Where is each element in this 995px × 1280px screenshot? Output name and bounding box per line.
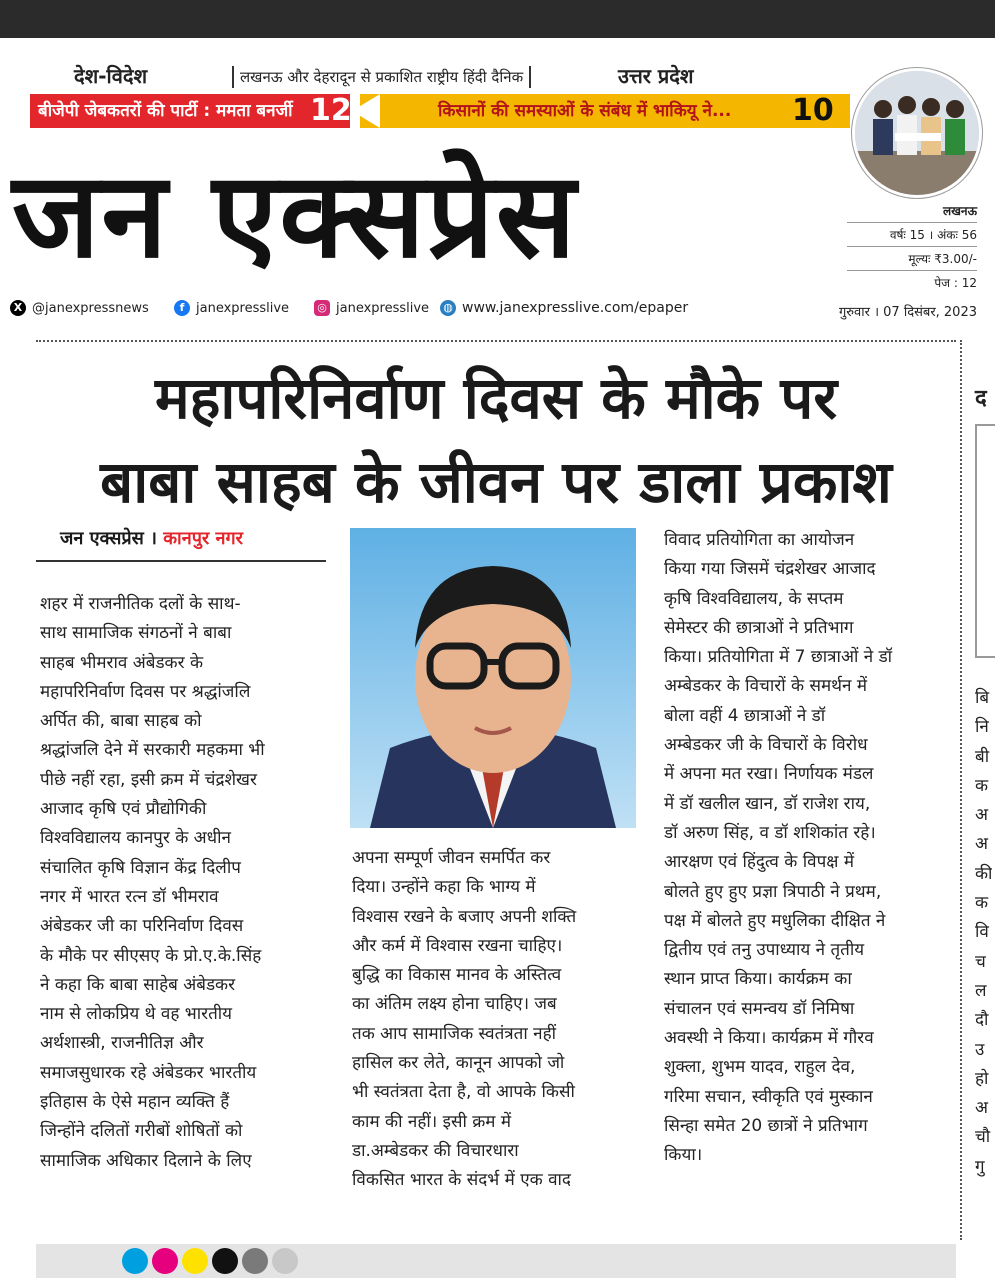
text-line: अपना सम्पूर्ण जीवन समर्पित कर (352, 848, 551, 868)
text-line: ने कहा कि बाबा साहेब अंबेडकर (40, 974, 236, 995)
text-line: और कर्म में विश्वास रखना चाहिए। (352, 935, 563, 956)
text-line: हासिल कर लेते, कानून आपको जो (352, 1053, 565, 1074)
text-line: अंबेडकर जी का परिनिर्वाण दिवस (40, 916, 244, 937)
facebook-icon: f (174, 300, 190, 316)
twitter-x-icon: X (10, 300, 26, 316)
top-dark-bar (0, 0, 995, 38)
teaser-right-page: 10 (792, 93, 834, 128)
text-line: बि (975, 688, 990, 708)
text-line: च (975, 951, 986, 972)
facebook-handle: janexpresslive (196, 300, 290, 316)
text-line: नि (975, 717, 989, 738)
text-line: नगर में भारत रत्न डॉ भीमराव (40, 886, 219, 907)
text-line: सिन्हा समेत 20 छात्रों ने प्रतिभाग (664, 1115, 868, 1136)
price: मूल्यः ₹3.00/- (847, 246, 977, 267)
side-story-box (975, 424, 995, 658)
column-divider (960, 340, 962, 1240)
text-line: विवाद प्रतियोगिता का आयोजन (664, 530, 855, 550)
text-line: जिन्होंने दलितों गरीबों शोषितों को (40, 1121, 243, 1142)
text-line: अवस्थी ने किया। कार्यक्रम में गौरव (664, 1028, 874, 1049)
text-line: अर्पित की, बाबा साहब को (40, 711, 202, 732)
text-line: पक्ष में बोलते हुए मधुलिका दीक्षित ने (664, 910, 886, 931)
text-line: क (975, 893, 989, 914)
text-line: का अंतिम लक्ष्य होना चाहिए। जब (352, 994, 557, 1015)
text-line: साहब भीमराव अंबेडकर के (40, 652, 204, 673)
text-line: में डॉ खलील खान, डॉ राजेश राय, (664, 793, 871, 814)
social-instagram[interactable] (314, 300, 429, 316)
text-line: आजाद कृषि एवं प्रौद्योगिकी (40, 799, 207, 820)
text-line: गु (975, 1156, 985, 1177)
registration-dot (212, 1248, 238, 1274)
text-line: तक आप सामाजिक स्वतंत्रता नहीं (352, 1023, 557, 1044)
teaser-left[interactable] (30, 94, 350, 128)
edition-city: लखनऊ (942, 204, 977, 218)
text-line: पीछे नहीं रहा, इसी क्रम में चंद्रशेखर (40, 769, 257, 790)
text-line: बोला वहीं 4 छात्राओं ने डॉ (664, 705, 826, 726)
text-line: कृषि विश्वविद्यालय, के सप्तम (664, 588, 844, 609)
text-line: साथ सामाजिक संगठनों ने बाबा (40, 623, 232, 644)
text-line: डॉ अरुण सिंह, व डॉ शशिकांत रहे। (664, 822, 876, 843)
text-line: आरक्षण एवं हिंदुत्व के विपक्ष में (664, 852, 855, 873)
text-line: अ (975, 805, 988, 826)
social-web[interactable] (440, 300, 688, 316)
text-line: शुक्ला, शुभम यादव, राहुल देव, (664, 1057, 856, 1078)
section-label-right: उत्तर प्रदेश (618, 64, 694, 88)
text-line: इतिहास के ऐसे महान व्यक्ति हैं (40, 1092, 230, 1113)
teaser-right[interactable] (360, 94, 850, 128)
teaser-photo (852, 68, 982, 198)
text-line: बुद्धि का विकास मानव के अस्तित्व (352, 965, 562, 986)
year-issue: वर्षः 15 । अंकः 56 (847, 222, 977, 243)
article-column-2 (352, 844, 636, 1196)
article-column-1 (40, 590, 324, 1176)
group-photo-icon (855, 71, 979, 195)
text-line: किया। प्रतियोगिता में 7 छात्राओं ने डॉ (664, 647, 893, 668)
text-line: डा.अम्बेडकर की विचारधारा (352, 1140, 519, 1161)
globe-icon: ◍ (440, 300, 456, 316)
issue-date: गुरुवार । 07 दिसंबर, 2023 (838, 305, 977, 320)
text-line: दिया। उन्होंने कहा कि भाग्य में (352, 877, 536, 898)
text-line: में अपना मत रखा। निर्णायक मंडल (664, 764, 874, 785)
teaser-left-page: 12 (310, 93, 352, 128)
text-line: किया गया जिसमें चंद्रशेखर आजाद (664, 559, 876, 580)
byline (60, 526, 243, 550)
portrait-image (350, 528, 636, 828)
text-line: अ (975, 834, 988, 855)
text-line: नाम से लोकप्रिय थे वह भारतीय (40, 1004, 233, 1025)
text-line: संचालित कृषि विज्ञान केंद्र दिलीप (40, 857, 241, 878)
text-line: दौ (975, 1010, 989, 1031)
registration-dot (272, 1248, 298, 1274)
social-twitter[interactable] (10, 300, 149, 316)
text-line: वि (975, 922, 989, 943)
twitter-handle: @janexpressnews (32, 300, 149, 316)
side-story-heading: द (975, 386, 987, 411)
ambedkar-portrait-icon (350, 528, 636, 828)
text-line: चौ (975, 1127, 991, 1148)
registration-dot (242, 1248, 268, 1274)
headline-line-2: बाबा साहब के जीवन पर डाला प्रकाश (100, 448, 892, 516)
headline-line-1: महापरिनिर्वाण दिवस के मौके पर (154, 364, 838, 432)
section-label-left: देश-विदेश (74, 64, 148, 88)
text-line: अम्बेडकर जी के विचारों के विरोध (664, 735, 868, 756)
text-line: अ (975, 1098, 988, 1119)
text-line: किया। (664, 1145, 703, 1166)
article-column-3 (664, 526, 948, 1171)
registration-dot (122, 1248, 148, 1274)
text-line: सामाजिक अधिकार दिलाने के लिए (40, 1150, 252, 1171)
text-line: संचालन एवं समन्वय डॉ निमिषा (664, 998, 855, 1019)
instagram-handle: janexpresslive (336, 300, 430, 316)
text-line: सेमेस्टर की छात्राओं ने प्रतिभाग (664, 617, 854, 638)
text-line: विश्वास रखने के बजाए अपनी शक्ति (352, 906, 577, 927)
text-line: अर्थशास्त्री, राजनीतिज्ञ और (40, 1033, 204, 1054)
side-story-text (975, 684, 992, 1182)
teaser-right-text: किसानों की समस्याओं के संबंध में भाकियू ने... (438, 101, 732, 121)
text-line: विकसित भारत के संदर्भ में एक वाद (352, 1170, 571, 1191)
byline-city: कानपुर नगर (163, 528, 244, 549)
tagline: लखनऊ और देहरादून से प्रकाशित राष्ट्रीय हिंदी दैनिक (232, 66, 531, 88)
text-line: ल (975, 980, 987, 1001)
header-divider (36, 340, 956, 342)
instagram-icon: ◎ (314, 300, 330, 316)
registration-dot (182, 1248, 208, 1274)
registration-dot (152, 1248, 178, 1274)
text-line: बोलते हुए हुए प्रज्ञा त्रिपाठी ने प्रथम, (664, 881, 882, 902)
website-url: www.janexpresslive.com/epaper (462, 300, 689, 316)
text-line: महापरिनिर्वाण दिवस पर श्रद्धांजलि (40, 681, 251, 702)
byline-rule (36, 560, 326, 562)
text-line: क (975, 775, 989, 796)
text-line: के मौके पर सीएसए के प्रो.ए.के.सिंह (40, 945, 262, 966)
text-line: गरिमा सचान, स्वीकृति एवं मुस्कान (664, 1086, 873, 1107)
text-line: समाजसुधारक रहे अंबेडकर भारतीय (40, 1062, 257, 1083)
text-line: काम की नहीं। इसी क्रम में (352, 1111, 512, 1132)
text-line: बी (975, 746, 990, 767)
teaser-left-text: बीजेपी जेबकतरों की पार्टी : ममता बनर्जी (38, 101, 293, 121)
text-line: स्थान प्राप्त किया। कार्यक्रम का (664, 969, 852, 990)
teaser-arrow-icon (352, 94, 380, 128)
text-line: शहर में राजनीतिक दलों के साथ- (40, 594, 241, 614)
text-line: की (975, 863, 993, 884)
page-count: पेज : 12 (847, 270, 977, 291)
text-line: द्वितीय एवं तनु उपाध्याय ने तृतीय (664, 940, 865, 961)
text-line: भी स्वतंत्रता देता है, वो आपके किसी (352, 1082, 575, 1103)
byline-source: जन एक्सप्रेस । (60, 528, 157, 549)
text-line: हो (975, 1068, 989, 1089)
social-facebook[interactable] (174, 300, 289, 316)
text-line: उ (975, 1039, 985, 1060)
text-line: अम्बेडकर के विचारों के समर्थन में (664, 676, 867, 697)
text-line: विश्वविद्यालय कानपुर के अधीन (40, 828, 231, 849)
text-line: श्रद्धांजलि देने में सरकारी महकमा भी (40, 740, 265, 761)
masthead-title: जन एक्सप्रेस (12, 146, 578, 284)
